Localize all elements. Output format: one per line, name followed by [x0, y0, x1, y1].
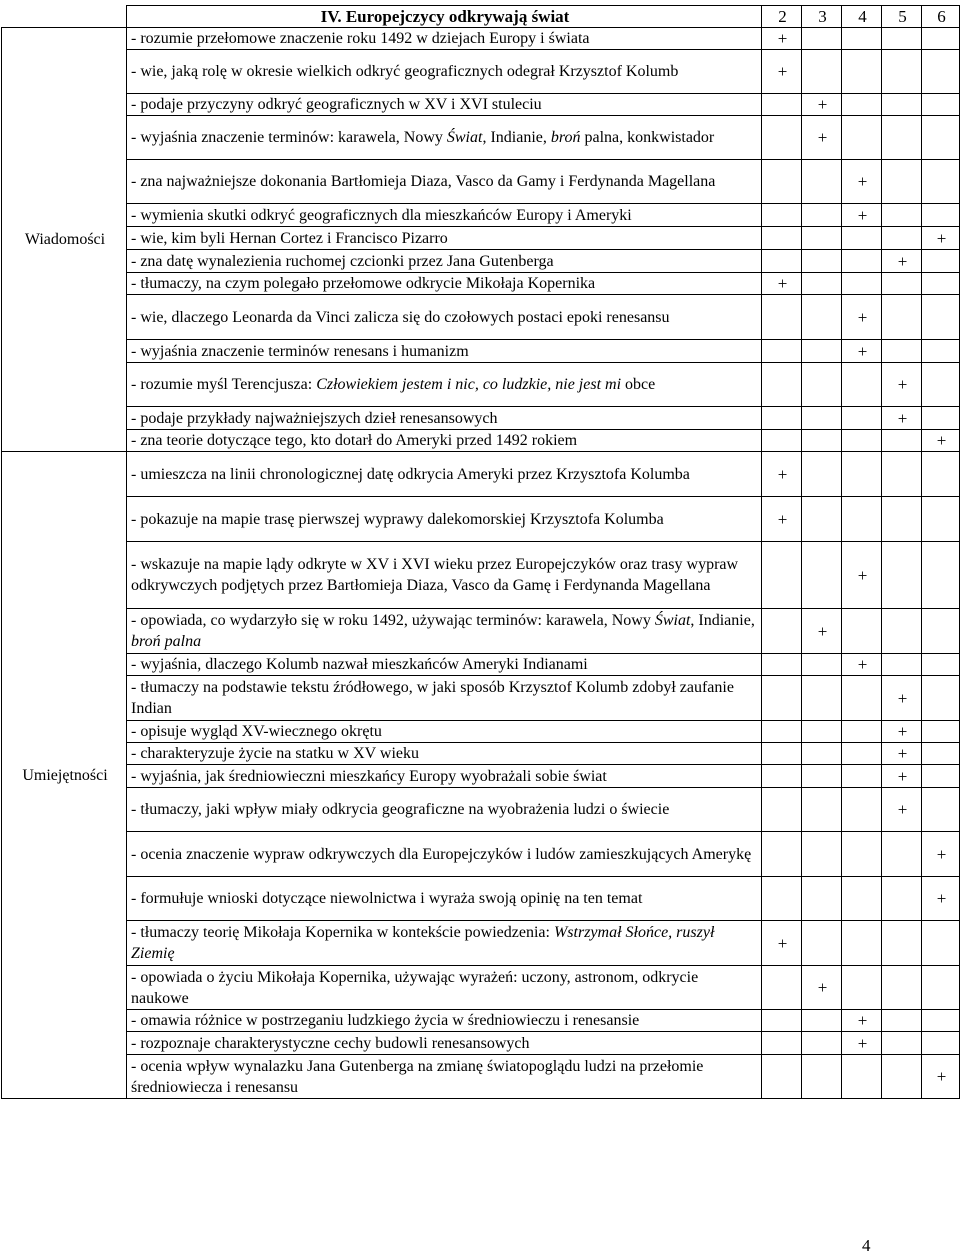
grade-cell-6: [922, 363, 960, 407]
requirement-text: - rozumie myśl Terencjusza: Człowiekiem jestem i nic, co ludzkie, nie jest mi obce: [127, 363, 762, 407]
grade-cell-2: [762, 160, 802, 204]
grade-cell-4: [842, 94, 882, 116]
grade-cell-2: [762, 676, 802, 721]
requirement-row: [2, 204, 960, 227]
requirement-row: [2, 50, 960, 94]
requirement-row: [2, 497, 960, 542]
grade-mark: +: [777, 62, 788, 81]
grade-cell-6: [922, 273, 960, 295]
grade-cell-6: [922, 407, 960, 430]
grade-cell-2: [762, 542, 802, 609]
grade-cell-2: [762, 340, 802, 363]
grade-cell-4: [842, 452, 882, 497]
grade-cell-2: [762, 1055, 802, 1099]
grade-cell-2: [762, 1010, 802, 1032]
grade-cell-3: [802, 295, 842, 340]
grade-cell-4: [842, 676, 882, 721]
grade-cell-4: [842, 363, 882, 407]
category-skills: Umiejętności: [2, 452, 127, 1099]
grade-mark: +: [936, 431, 947, 450]
grade-cell-5: [882, 542, 922, 609]
grade-cell-5: [882, 676, 922, 721]
grade-cell-6: [922, 430, 960, 452]
requirement-text: - zna najważniejsze dokonania Bartłomieja Diaza, Vasco da Gamy i Ferdynanda Magellana: [127, 160, 762, 204]
requirement-text: - podaje przyczyny odkryć geograficznych w XV i XVI stuleciu: [127, 94, 762, 116]
grade-cell-4: [842, 340, 882, 363]
section-title: IV. Europejczycy odkrywają świat: [127, 6, 762, 28]
grade-cell-3: [802, 452, 842, 497]
requirement-row: [2, 452, 960, 497]
requirement-text: - ocenia znaczenie wypraw odkrywczych dla Europejczyków i ludów zamieszkujących Amerykę: [127, 832, 762, 877]
grade-cell-3: [802, 966, 842, 1010]
requirement-text: - opowiada, co wydarzyło się w roku 1492, używając terminów: karawela, Nowy Świat, Indianie, broń palna: [127, 609, 762, 654]
requirement-text: - wskazuje na mapie lądy odkryte w XV i XVI wieku przez Europejczyków oraz trasy wypraw odkrywczych podjętych przez Bartłomieja Diaza, Vasco da Gamę i Ferdynanda Magellana: [127, 542, 762, 609]
grade-cell-3: [802, 1010, 842, 1032]
grade-mark: +: [857, 565, 868, 585]
grade-cell-6: [922, 654, 960, 676]
corner-cell: [2, 6, 127, 28]
grade-mark: +: [857, 172, 868, 191]
requirement-text: - podaje przykłady najważniejszych dzieł renesansowych: [127, 407, 762, 430]
grade-cell-4: [842, 430, 882, 452]
requirement-text: - rozpoznaje charakterystyczne cechy budowli renesansowych: [127, 1032, 762, 1055]
grade-mark: +: [897, 766, 908, 786]
requirement-text: - tłumaczy, na czym polegało przełomowe odkrycie Mikołaja Kopernika: [127, 273, 762, 295]
grade-cell-2: [762, 832, 802, 877]
grade-cell-3: [802, 363, 842, 407]
grade-cell-5: [882, 160, 922, 204]
requirement-text: - ocenia wpływ wynalazku Jana Gutenberga na zmianę światopoglądu ludzi na przełomie średniowiecza i renesansu: [127, 1055, 762, 1099]
grade-cell-6: [922, 250, 960, 273]
requirement-row: [2, 430, 960, 452]
requirement-row: [2, 765, 960, 788]
requirement-text: - rozumie przełomowe znaczenie roku 1492 w dziejach Europy i świata: [127, 28, 762, 50]
requirement-text: - zna datę wynalezienia ruchomej czcionki przez Jana Gutenberga: [127, 250, 762, 273]
grade-mark: +: [897, 800, 908, 819]
grade-cell-4: [842, 1055, 882, 1099]
grade-cell-5: [882, 250, 922, 273]
grade-cell-2: [762, 204, 802, 227]
grade-cell-6: [922, 609, 960, 654]
grade-cell-6: [922, 160, 960, 204]
grade-cell-2: [762, 273, 802, 295]
requirement-text: - wie, kim byli Hernan Cortez i Francisco Pizarro: [127, 227, 762, 250]
grade-mark: +: [777, 29, 788, 48]
requirement-text: - wyjaśnia, dlaczego Kolumb nazwał mieszkańców Ameryki Indianami: [127, 654, 762, 676]
grade-mark: +: [936, 889, 947, 908]
grade-cell-3: [802, 250, 842, 273]
grade-mark: +: [817, 95, 828, 114]
grade-cell-3: [802, 654, 842, 676]
grade-cell-2: [762, 921, 802, 966]
grade-cell-5: [882, 363, 922, 407]
grade-cell-2: [762, 94, 802, 116]
grade-cell-6: [922, 721, 960, 743]
requirement-row: [2, 28, 960, 50]
grade-cell-2: [762, 407, 802, 430]
requirement-row: [2, 363, 960, 407]
requirement-text: - pokazuje na mapie trasę pierwszej wyprawy dalekomorskiej Krzysztofa Kolumba: [127, 497, 762, 542]
grade-cell-3: [802, 1032, 842, 1055]
grade-cell-6: [922, 50, 960, 94]
grade-cell-5: [882, 877, 922, 921]
grade-mark: +: [857, 341, 868, 361]
grade-cell-3: [802, 676, 842, 721]
grade-cell-5: [882, 497, 922, 542]
grade-cell-5: [882, 721, 922, 743]
grade-cell-3: [802, 227, 842, 250]
requirement-text: - opowiada o życiu Mikołaja Kopernika, używając wyrażeń: uczony, astronom, odkrycie naukowe: [127, 966, 762, 1010]
grade-cell-2: [762, 788, 802, 832]
requirement-text: - zna teorie dotyczące tego, kto dotarł do Ameryki przed 1492 rokiem: [127, 430, 762, 452]
grade-cell-5: [882, 204, 922, 227]
requirement-row: [2, 1032, 960, 1055]
grade-cell-4: [842, 28, 882, 50]
requirement-text: - omawia różnice w postrzeganiu ludzkiego życia w średniowieczu i renesansie: [127, 1010, 762, 1032]
requirement-text: - wyjaśnia znaczenie terminów: karawela, Nowy Świat, Indianie, broń palna, konkwistador: [127, 116, 762, 160]
grade-cell-2: [762, 966, 802, 1010]
grade-header: 5: [882, 6, 922, 28]
grade-cell-4: [842, 204, 882, 227]
grade-cell-3: [802, 832, 842, 877]
grade-mark: +: [897, 744, 908, 763]
requirement-row: [2, 1055, 960, 1099]
grade-mark: +: [897, 251, 908, 271]
grade-cell-4: [842, 877, 882, 921]
grade-cell-5: [882, 340, 922, 363]
grade-cell-6: [922, 227, 960, 250]
grade-cell-2: [762, 743, 802, 765]
grade-cell-6: [922, 743, 960, 765]
requirement-text: - wymienia skutki odkryć geograficznych dla mieszkańców Europy i Ameryki: [127, 204, 762, 227]
grade-cell-3: [802, 788, 842, 832]
grade-cell-5: [882, 743, 922, 765]
grade-cell-2: [762, 452, 802, 497]
grade-mark: +: [897, 688, 908, 708]
requirement-row: [2, 609, 960, 654]
grade-cell-4: [842, 116, 882, 160]
grade-cell-5: [882, 28, 922, 50]
grade-cell-4: [842, 50, 882, 94]
grade-mark: +: [857, 1033, 868, 1053]
grade-header: 3: [802, 6, 842, 28]
grade-cell-2: [762, 295, 802, 340]
grade-cell-4: [842, 1010, 882, 1032]
grade-cell-4: [842, 542, 882, 609]
requirement-row: [2, 94, 960, 116]
grade-mark: +: [777, 933, 788, 953]
grade-cell-5: [882, 609, 922, 654]
grade-cell-3: [802, 1055, 842, 1099]
requirement-text: - wie, jaką rolę w okresie wielkich odkryć geograficznych odegrał Krzysztof Kolumb: [127, 50, 762, 94]
grade-cell-4: [842, 788, 882, 832]
grade-cell-3: [802, 94, 842, 116]
requirement-row: [2, 921, 960, 966]
grade-cell-6: [922, 116, 960, 160]
grade-cell-4: [842, 832, 882, 877]
grade-cell-6: [922, 1010, 960, 1032]
grade-cell-6: [922, 452, 960, 497]
requirement-text: - wyjaśnia, jak średniowieczni mieszkańcy Europy wyobrażali sobie świat: [127, 765, 762, 788]
grade-header: 6: [922, 6, 960, 28]
grade-cell-4: [842, 407, 882, 430]
grade-cell-2: [762, 116, 802, 160]
grade-cell-6: [922, 340, 960, 363]
grade-cell-3: [802, 497, 842, 542]
grade-cell-2: [762, 1032, 802, 1055]
grade-mark: +: [857, 1011, 868, 1030]
grade-mark: +: [897, 375, 908, 394]
grade-cell-3: [802, 340, 842, 363]
grade-cell-4: [842, 160, 882, 204]
requirement-text: - opisuje wygląd XV-wiecznego okrętu: [127, 721, 762, 743]
grade-cell-6: [922, 877, 960, 921]
grade-cell-4: [842, 966, 882, 1010]
grade-cell-3: [802, 609, 842, 654]
requirement-row: [2, 116, 960, 160]
grade-cell-4: [842, 921, 882, 966]
grade-mark: +: [936, 228, 947, 248]
requirement-row: [2, 273, 960, 295]
grade-cell-3: [802, 765, 842, 788]
grade-cell-4: [842, 227, 882, 250]
grade-cell-4: [842, 743, 882, 765]
grade-cell-2: [762, 721, 802, 743]
requirement-text: - wie, dlaczego Leonarda da Vinci zalicza się do czołowych postaci epoki renesansu: [127, 295, 762, 340]
grade-cell-4: [842, 609, 882, 654]
grade-cell-4: [842, 273, 882, 295]
grade-cell-5: [882, 966, 922, 1010]
grade-cell-4: [842, 1032, 882, 1055]
grade-cell-3: [802, 28, 842, 50]
grade-cell-6: [922, 966, 960, 1010]
grade-cell-2: [762, 50, 802, 94]
grade-mark: +: [897, 722, 908, 741]
grade-cell-6: [922, 676, 960, 721]
requirement-text: - formułuje wnioski dotyczące niewolnictwa i wyraża swoją opinię na ten temat: [127, 877, 762, 921]
requirement-row: [2, 295, 960, 340]
grade-cell-3: [802, 407, 842, 430]
grade-mark: +: [857, 655, 868, 674]
grade-cell-3: [802, 921, 842, 966]
grade-cell-2: [762, 877, 802, 921]
grade-cell-5: [882, 832, 922, 877]
grade-cell-2: [762, 609, 802, 654]
grade-cell-3: [802, 204, 842, 227]
grade-cell-2: [762, 363, 802, 407]
grade-mark: +: [857, 205, 868, 225]
grade-cell-3: [802, 273, 842, 295]
grade-cell-6: [922, 204, 960, 227]
grade-cell-2: [762, 227, 802, 250]
grade-mark: +: [777, 509, 788, 529]
requirement-text: - tłumaczy teorię Mikołaja Kopernika w kontekście powiedzenia: Wstrzymał Słońce, ruszył Ziemię: [127, 921, 762, 966]
grade-cell-6: [922, 542, 960, 609]
grade-cell-5: [882, 273, 922, 295]
grade-cell-3: [802, 160, 842, 204]
grade-cell-5: [882, 295, 922, 340]
grade-mark: +: [777, 274, 788, 293]
grade-mark: +: [817, 978, 828, 997]
grade-cell-5: [882, 50, 922, 94]
requirement-text: - wyjaśnia znaczenie terminów renesans i humanizm: [127, 340, 762, 363]
grade-mark: +: [897, 408, 908, 428]
grade-cell-5: [882, 788, 922, 832]
grade-header: 4: [842, 6, 882, 28]
grade-cell-5: [882, 1055, 922, 1099]
requirements-body: [2, 28, 960, 1099]
grade-cell-2: [762, 430, 802, 452]
grade-cell-3: [802, 430, 842, 452]
grade-cell-6: [922, 788, 960, 832]
header-row: [2, 6, 960, 28]
grade-cell-4: [842, 497, 882, 542]
grade-cell-2: [762, 28, 802, 50]
grade-cell-5: [882, 407, 922, 430]
grade-mark: +: [817, 621, 828, 641]
grade-cell-6: [922, 94, 960, 116]
page-number: 4: [862, 1236, 871, 1255]
requirement-row: [2, 1010, 960, 1032]
grade-cell-6: [922, 497, 960, 542]
grade-cell-6: [922, 28, 960, 50]
requirement-row: [2, 250, 960, 273]
grade-cell-4: [842, 250, 882, 273]
requirements-table: [1, 5, 960, 1099]
grade-cell-6: [922, 832, 960, 877]
requirement-row: [2, 877, 960, 921]
grade-mark: +: [936, 1067, 947, 1086]
requirement-row: [2, 743, 960, 765]
requirement-row: [2, 788, 960, 832]
grade-mark: +: [857, 307, 868, 327]
category-knowledge: Wiadomości: [2, 28, 127, 452]
grade-cell-5: [882, 430, 922, 452]
grade-mark: +: [936, 844, 947, 864]
grade-cell-2: [762, 765, 802, 788]
grade-header: 2: [762, 6, 802, 28]
requirement-row: [2, 160, 960, 204]
grade-cell-3: [802, 877, 842, 921]
grade-cell-3: [802, 50, 842, 94]
grade-mark: +: [817, 128, 828, 147]
grade-cell-4: [842, 721, 882, 743]
grade-cell-5: [882, 227, 922, 250]
requirement-row: [2, 966, 960, 1010]
grade-cell-4: [842, 765, 882, 788]
grade-cell-5: [882, 452, 922, 497]
requirement-row: [2, 721, 960, 743]
grade-cell-6: [922, 765, 960, 788]
requirement-row: [2, 654, 960, 676]
grade-cell-2: [762, 654, 802, 676]
grade-cell-6: [922, 921, 960, 966]
grade-cell-5: [882, 1032, 922, 1055]
requirement-row: [2, 676, 960, 721]
grade-cell-5: [882, 116, 922, 160]
requirement-row: [2, 227, 960, 250]
grade-cell-5: [882, 765, 922, 788]
requirement-text: - umieszcza na linii chronologicznej datę odkrycia Ameryki przez Krzysztofa Kolumba: [127, 452, 762, 497]
grade-cell-3: [802, 721, 842, 743]
grade-cell-5: [882, 654, 922, 676]
grade-cell-3: [802, 116, 842, 160]
grade-cell-6: [922, 295, 960, 340]
grade-cell-5: [882, 1010, 922, 1032]
requirement-row: [2, 832, 960, 877]
requirement-text: - charakteryzuje życie na statku w XV wieku: [127, 743, 762, 765]
grade-mark: +: [777, 464, 788, 484]
requirement-row: [2, 407, 960, 430]
requirement-text: - tłumaczy na podstawie tekstu źródłowego, w jaki sposób Krzysztof Kolumb zdobył zaufanie Indian: [127, 676, 762, 721]
grade-cell-3: [802, 743, 842, 765]
requirement-row: [2, 340, 960, 363]
grade-cell-5: [882, 921, 922, 966]
requirement-text: - tłumaczy, jaki wpływ miały odkrycia geograficzne na wyobrażenia ludzi o świecie: [127, 788, 762, 832]
grade-cell-4: [842, 654, 882, 676]
grade-cell-6: [922, 1032, 960, 1055]
grade-cell-2: [762, 497, 802, 542]
grade-cell-2: [762, 250, 802, 273]
requirement-row: [2, 542, 960, 609]
grade-cell-4: [842, 295, 882, 340]
grade-cell-3: [802, 542, 842, 609]
grade-cell-6: [922, 1055, 960, 1099]
grade-cell-5: [882, 94, 922, 116]
